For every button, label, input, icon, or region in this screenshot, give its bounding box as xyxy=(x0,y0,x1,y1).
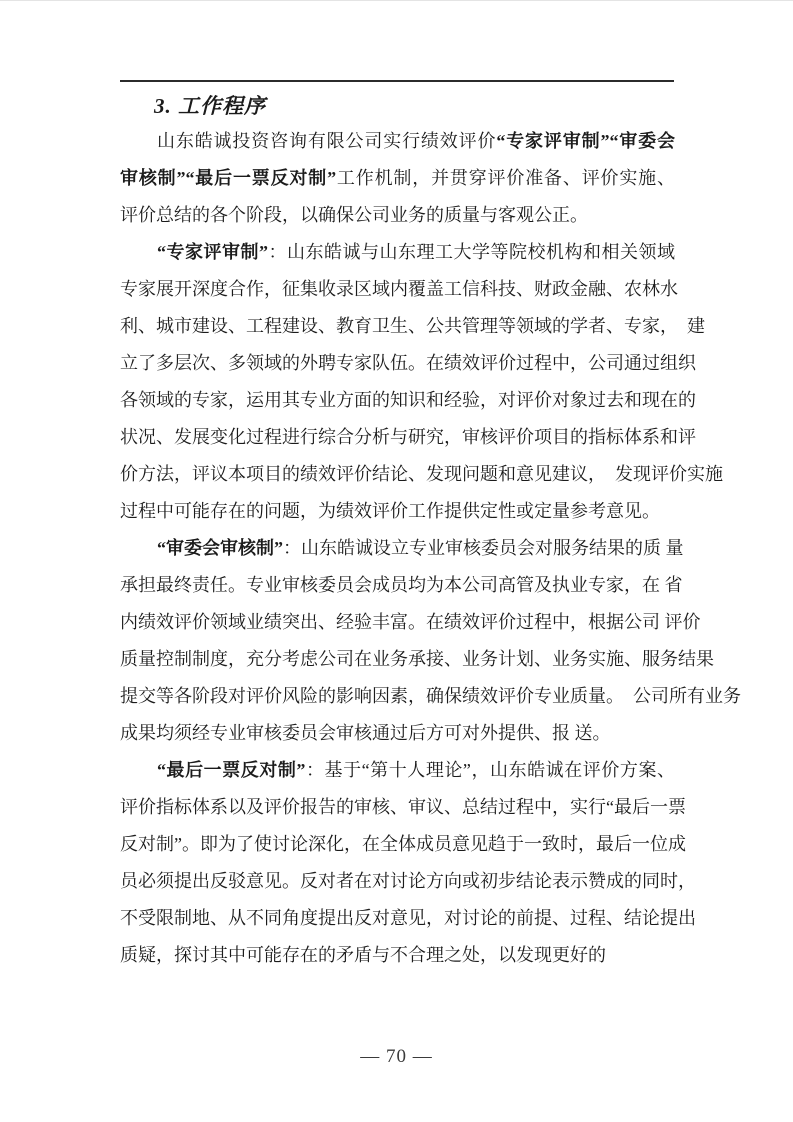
paragraph xyxy=(120,530,741,752)
text-run: 各领域的专家，运用其专业方面的知识和经验，对评价对象过去和现在的 xyxy=(120,390,696,410)
text-line xyxy=(120,345,696,382)
text-line xyxy=(120,123,675,160)
text-line xyxy=(120,567,683,604)
text-run: 山东皓诚投资咨询有限公司实行绩效评价 xyxy=(157,131,497,151)
header-rule xyxy=(120,80,674,82)
text-run: 过程中可能存在的问题，为绩效评价工作提供定性或定量参考意见。 xyxy=(120,501,660,521)
text-run: 评价总结的各个阶段，以确保公司业务的质量与客观公正。 xyxy=(120,205,588,225)
bold-text-run: “专家评审制” xyxy=(157,242,268,262)
text-line xyxy=(120,826,686,863)
section-heading: 3. 工作程序 xyxy=(154,94,266,118)
bold-text-run: “专家评审制”“审委会 xyxy=(496,131,676,151)
text-line xyxy=(120,456,723,493)
text-line xyxy=(120,160,675,197)
text-line xyxy=(120,641,714,678)
text-line xyxy=(120,197,675,234)
bold-text-run: 审核制”“最后一票反对制” xyxy=(120,168,337,188)
bold-text-run: “审委会审核制” xyxy=(157,538,283,558)
text-line xyxy=(120,604,701,641)
text-line xyxy=(120,493,675,530)
text-run: 状况、发展变化过程进行综合分析与研究，审核评价项目的指标体系和评 xyxy=(120,427,696,447)
text-line xyxy=(120,752,675,789)
paragraph xyxy=(120,234,723,530)
page-number: — 70 — xyxy=(360,1046,433,1067)
text-run: 利、城市建设、工程建设、教育卫生、公共管理等领域的学者、专家， 建 xyxy=(120,316,705,336)
text-run: 员必须提出反驳意见。反对者在对讨论方向或初步结论表示赞成的同时， xyxy=(120,871,696,891)
document-body xyxy=(120,123,741,974)
text-line xyxy=(120,678,741,715)
text-run: ：山东皓诚与山东理工大学等院校机构和相关领域 xyxy=(268,242,675,262)
text-run: 内绩效评价领域业绩突出、经验丰富。在绩效评价过程中，根据公司 评价 xyxy=(120,612,701,632)
text-run: 专家展开深度合作，征集收录区域内覆盖工信科技、财政金融、农林水 xyxy=(120,279,678,299)
text-run: 评价指标体系以及评价报告的审核、审议、总结过程中，实行“最后一票 xyxy=(120,797,686,817)
text-run: 反对制”。即为了使讨论深化，在全体成员意见趋于一致时，最后一位成 xyxy=(120,834,686,854)
text-run: 提交等各阶段对评价风险的影响因素，确保绩效评价专业质量。 公司所有业务 xyxy=(120,686,741,706)
text-line xyxy=(120,863,696,900)
text-run: 立了多层次、多领域的外聘专家队伍。在绩效评价过程中，公司通过组织 xyxy=(120,353,696,373)
text-line xyxy=(120,715,675,752)
text-run: 成果均须经专业审核委员会审核通过后方可对外提供、报 送。 xyxy=(120,723,611,743)
text-line xyxy=(120,937,675,974)
bold-text-run: “最后一票反对制” xyxy=(157,760,306,780)
text-line xyxy=(120,419,696,456)
text-run: 承担最终责任。专业审核委员会成员均为本公司高管及执业专家，在 省 xyxy=(120,575,683,595)
text-run: ：山东皓诚设立专业审核委员会对服务结果的质 量 xyxy=(283,538,684,558)
text-line xyxy=(120,382,696,419)
paragraph xyxy=(120,123,675,234)
paragraph xyxy=(120,752,696,974)
text-line xyxy=(120,530,684,567)
text-run: 价方法，评议本项目的绩效评价结论、发现问题和意见建议， 发现评价实施 xyxy=(120,464,723,484)
text-run: ：基于“第十人理论”，山东皓诚在评价方案、 xyxy=(305,760,675,780)
text-line xyxy=(120,271,678,308)
text-run: 工作机制，并贯穿评价准备、评价实施、 xyxy=(336,168,676,188)
text-line xyxy=(120,308,705,345)
text-run: 质量控制制度，充分考虑公司在业务承接、业务计划、业务实施、服务结果 xyxy=(120,649,714,669)
text-run: 质疑，探讨其中可能存在的矛盾与不合理之处，以发现更好的 xyxy=(120,945,606,965)
text-run: 不受限制地、从不同角度提出反对意见，对讨论的前提、过程、结论提出 xyxy=(120,908,696,928)
text-line xyxy=(120,900,696,937)
text-line xyxy=(120,234,675,271)
text-line xyxy=(120,789,686,826)
